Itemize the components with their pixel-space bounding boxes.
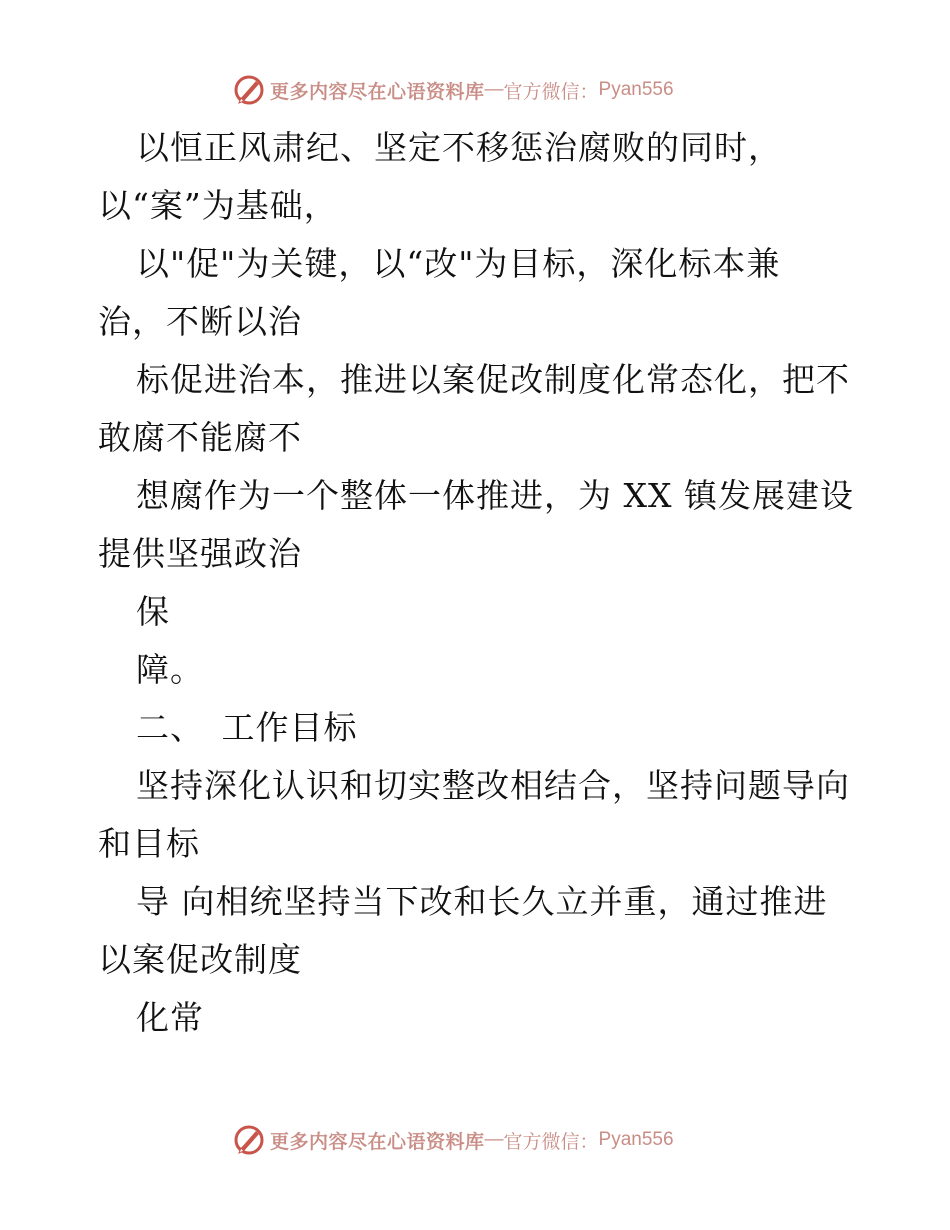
text-line: 敢腐不能腐不 [98, 418, 302, 457]
text-line: 导 向相统坚持当下改和长久立并重，通过推进 [136, 882, 828, 921]
footer-watermark-title: 更多内容尽在心语资料库 [270, 1130, 485, 1153]
text-line: 保 [136, 592, 170, 631]
footer-watermark-separator: — [484, 1129, 504, 1150]
header-watermark-separator: — [484, 79, 504, 100]
pen-logo-icon [232, 1123, 266, 1157]
text-line: 化常 [136, 998, 204, 1037]
section-heading: 二、 工作目标 [136, 708, 358, 747]
text-line: 以恒正风肃纪、坚定不移惩治腐败的同时， [136, 128, 782, 167]
header-watermark [232, 72, 674, 108]
footer-watermark-label: 官方微信： [503, 1130, 599, 1153]
text-line: 提供坚强政治 [98, 534, 302, 573]
text-line: 以“案”为基础， [98, 186, 338, 225]
header-watermark-label: 官方微信： [503, 80, 599, 103]
text-line: 坚持深化认识和切实整改相结合，坚持问题导向 [136, 766, 850, 805]
text-line: 障。 [136, 650, 204, 689]
text-line: 标促进治本，推进以案促改制度化常态化，把不 [136, 360, 850, 399]
text-line: 想腐作为一个整体一体推进，为 XX 镇发展建设 [136, 476, 854, 515]
header-watermark-title: 更多内容尽在心语资料库 [270, 80, 485, 103]
text-line: 和目标 [98, 824, 200, 863]
text-line: 以案促改制度 [98, 940, 302, 979]
footer-watermark-id: Pyan556 [598, 1129, 674, 1150]
footer-watermark [232, 1122, 674, 1158]
header-watermark-id: Pyan556 [598, 79, 674, 100]
pen-logo-icon [232, 73, 266, 107]
text-line: 治，不断以治 [98, 302, 302, 341]
text-line: 以"促"为关键，以“改"为目标，深化标本兼 [136, 244, 781, 283]
